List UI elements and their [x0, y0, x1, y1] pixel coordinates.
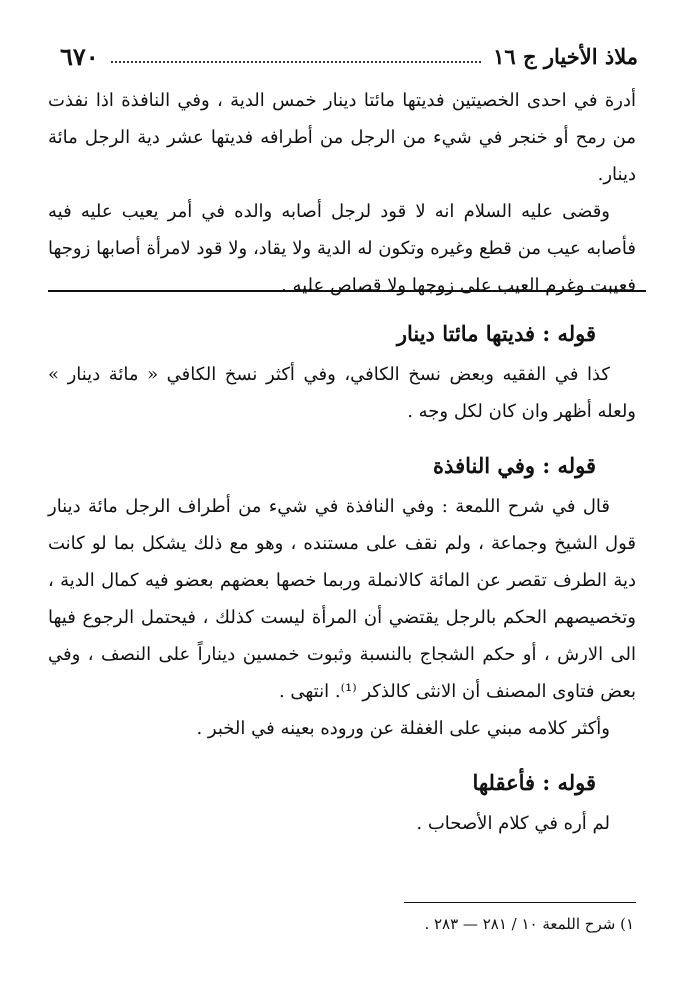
hadith-text [48, 82, 636, 304]
commentary-heading: قوله : فديتها مائتا دينار [396, 321, 596, 346]
page-number: ٦٧٠ [60, 41, 99, 71]
running-header [60, 38, 638, 74]
hadith-paragraph: وقضى عليه السلام انه لا قود لرجل أصابه والده في أمر يعيب عليه فيه فأصابه عيب من قطع وغيره وتكون له الدية ولا يقاد، ولا قود لامرأة أصابها زوجها فعيبت وغرم العيب على زوجها ولا قصاص عليه . [48, 201, 636, 296]
hadith-paragraph: أدرة في احدى الخصيتين فديتها مائتا دينار خمس الدية ، وفي النافذة اذا نفذت من رمح أو خنجر في شيء من الرجل من أطرافه فديتها عشر دية الرجل مائة دينار. [48, 90, 636, 185]
header-dotted-leader [111, 61, 481, 63]
commentary-paragraph: لم أره في كلام الأصحاب . [416, 813, 610, 834]
commentary-paragraph: كذا في الفقيه وبعض نسخ الكافي، وفي أكثر نسخ الكافي « مائة دينار » ولعله أظهر وان كان لكل وجه . [48, 364, 636, 422]
commentary-heading: قوله : وفي النافذة [433, 453, 596, 478]
commentary-paragraph: وأكثر كلامه مبني على الغفلة عن وروده بعينه في الخبر . [196, 718, 610, 739]
book-title: ملاذ الأخيار ج ١٦ [493, 43, 638, 69]
commentary-paragraph: قال في شرح اللمعة : وفي النافذة في شيء من أطراف الرجل مائة دينار قول الشيخ وجماعة ، ولم نقف على مستنده ، وهو مع ذلك يشكل بما لو كانت دية الطرف تقصر عن المائة كالانملة وربما خصها بعضهم بعضو فيه كمال الدية ، وتخصيصهم الحكم بالرجل يقتضي أن المرأة ليست كذلك ، فيحتمل الرجوع فيها الى الارش ، أو حكم الشجاج بالنسبة وثبوت خمسين ديناراً على النصف ، وفي بعض فتاوى المصنف أن الانثى كالذكر ⁽¹⁾. انتهى . [48, 496, 636, 702]
footnote: ١) شرح اللمعة ١٠ / ٢٨١ — ٢٨٣ . [424, 915, 634, 933]
commentary-heading: قوله : فأعقلها [472, 770, 596, 795]
section-divider [48, 290, 646, 292]
commentary-section [48, 312, 636, 842]
footnote-divider [404, 902, 636, 903]
